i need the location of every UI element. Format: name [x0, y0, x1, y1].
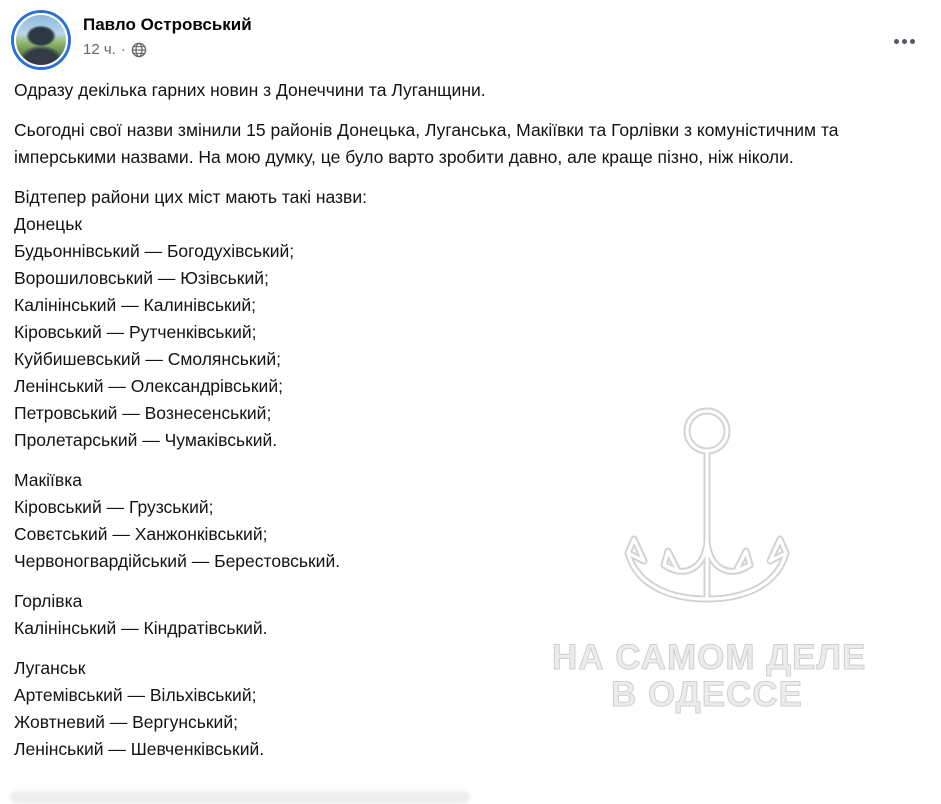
post-line: Макіївка [14, 470, 82, 490]
post-header [0, 0, 941, 69]
author-name[interactable]: Павло Островський [83, 15, 252, 34]
post-body [0, 69, 941, 763]
post-line: Ворошиловський — Юзівський; [14, 268, 269, 288]
post-line: Сьогодні свої назви змінили 15 районів Донецька, Луганська, Макіївки та Горлівки з комуністичним та імперськими назвами. На мою думку, це було варто зробити давно, але краще пізно, ніж ніколи. [14, 120, 839, 167]
ellipsis-menu-icon [910, 39, 915, 44]
post-line: Горлівка [14, 591, 83, 611]
post-line: Кіровський — Рутченківський; [14, 322, 257, 342]
post-line: Артемівський — Вільхівський; [14, 685, 257, 705]
globe-icon [131, 42, 147, 58]
post-line: Будьоннівський — Богодухівський; [14, 241, 295, 261]
post-meta [83, 41, 252, 58]
header-info [83, 9, 252, 58]
post-line: Жовтневий — Вергунський; [14, 712, 238, 732]
meta-dot-separator: · [120, 40, 126, 58]
post-line: Донецьк [14, 214, 82, 234]
post-line: Калінінський — Кіндратівський. [14, 618, 268, 638]
watermark-text-line2: В ОДЕССЕ [611, 675, 803, 714]
post-line: Куйбишевський — Смолянський; [14, 349, 281, 369]
timestamp[interactable]: 12 ч. [83, 40, 116, 58]
post-paragraph [14, 184, 914, 454]
post-paragraph [14, 117, 914, 171]
post-line: Петровський — Вознесенський; [14, 403, 272, 423]
post-paragraph [14, 655, 914, 763]
post-options-button[interactable] [888, 29, 921, 54]
post-paragraph [14, 467, 914, 575]
avatar[interactable] [14, 13, 68, 67]
ellipsis-menu-icon [902, 39, 907, 44]
watermark-text-line1: НА САМОМ ДЕЛЕ [552, 638, 867, 677]
post-line: Ленінський — Олександрівський; [14, 376, 283, 396]
post-line: Кіровський — Грузський; [14, 497, 214, 517]
post-line: Ленінський — Шевченківський. [14, 739, 265, 759]
post-line: Калінінський — Калинівський; [14, 295, 257, 315]
ellipsis-menu-icon [894, 39, 899, 44]
post-line: Відтепер райони цих міст мають такі назви: [14, 187, 367, 207]
post-line: Луганськ [14, 658, 86, 678]
post-line: Совєтський — Ханжонківський; [14, 524, 268, 544]
post-paragraph [14, 77, 914, 104]
post-line: Пролетарський — Чумаківський. [14, 430, 278, 450]
post-paragraph [14, 588, 914, 642]
cutoff-next-line [10, 791, 470, 804]
post-line: Червоногвардійський — Берестовський. [14, 551, 341, 571]
post-line: Одразу декілька гарних новин з Донеччини та Луганщини. [14, 80, 486, 100]
